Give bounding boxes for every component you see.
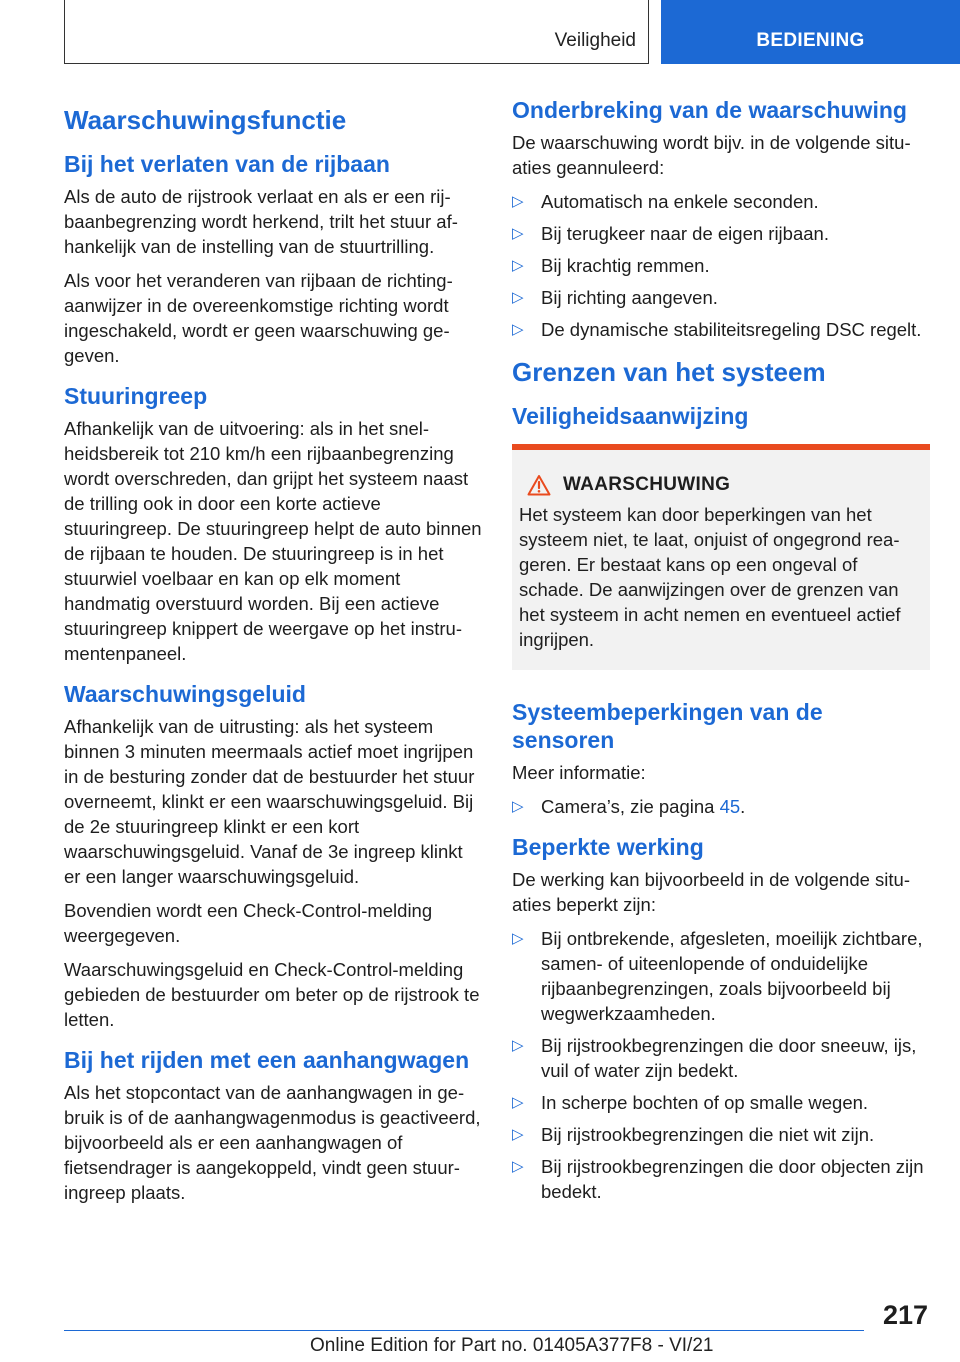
header-box [64, 0, 649, 64]
paragraph: Als voor het veranderen van rijbaan de richtingaanwijzer in de overeenkomstige richting wordt ingeschakeld, wordt er geen waarschuwing gegeven. [64, 270, 453, 366]
list-item: ▷ Bij terugkeer naar de eigen rijbaan. [512, 223, 829, 244]
paragraph: Afhankelijk van de uitvoering: als in het snelheidsbereik tot 210 km/h een rijbaanbegrenzing wordt overschreden, dan grijpt het systeem naast de trilling ook in door een korte actieve stuuringreep. De stuuringreep helpt de auto binnen de rijbaan te houden. De stuuringreep is in het stuurwiel voelbaar en kan op elk moment handmatig overstuurd worden. Bij een actieve stuuringreep knippert de weergave op het instrumentenpaneel. [64, 418, 482, 664]
page-number: 217 [882, 1300, 928, 1330]
list-item: ▷ Bij rijstrookbegrenzingen die niet wit zijn. [512, 1124, 875, 1145]
paragraph: Als de auto de rijstrook verlaat en als er een rijbaanbegrenzing wordt herkend, trilt het stuur afhankelijk van de instelling van de stuurtrilling. [64, 186, 458, 257]
list-item: ▷ Bij ontbrekende, afgesleten, moeilijk zichtbare, samen- of uiteenlopende of onduidelijke rijbaanbegrenzingen, zoals bijvoorbeeld bij wegwerkzaamheden. [512, 928, 923, 1024]
footer-divider [64, 1330, 864, 1331]
header-chapter-tab[interactable] [661, 0, 960, 64]
list-item: ▷ Bij rijstrookbegrenzingen die door sneeuw, ijs, vuil of water zijn bedekt. [512, 1035, 917, 1081]
triangle-bullet-icon: ▷ [512, 1094, 524, 1111]
heading-limited-operation: Beperkte werking [512, 834, 704, 860]
right-column [512, 96, 930, 1218]
warning-header [519, 474, 922, 496]
left-column [64, 96, 482, 1214]
heading-safety-note: Veiligheidsaanwijzing [512, 403, 749, 429]
list-item: ▷ Bij richting aangeven. [512, 287, 718, 308]
warning-text: Het systeem kan door beperkingen van het systeem niet, te laat, onjuist of ongegrond reageren. Er bestaat kans op een ongeval of schade. De aanwijzingen over de grenzen van het systeem in acht nemen en eventueel actief ingrijpen. [519, 504, 901, 650]
list-item: ▷ Bij rijstrookbegrenzingen die door objecten zijn bedekt. [512, 1156, 924, 1202]
triangle-bullet-icon: ▷ [512, 193, 524, 210]
heading-sensor-limits: Systeembeperkingen van de sensoren [512, 699, 823, 753]
warning-box [512, 444, 930, 670]
triangle-bullet-icon: ▷ [512, 798, 524, 815]
paragraph: De werking kan bijvoorbeeld in de volgende situaties beperkt zijn: [512, 869, 910, 915]
bullet-list-interruption [512, 189, 930, 342]
triangle-bullet-icon: ▷ [512, 1158, 524, 1175]
bullet-list-more-info [512, 794, 930, 819]
footer-edition: Online Edition for Part no. 01405A377F8 - VI/21 [310, 1335, 714, 1356]
header-section-label: Veiligheid [554, 30, 636, 51]
bullet-list-limited [512, 926, 930, 1204]
paragraph: Bovendien wordt een Check-Control-melding weergegeven. [64, 900, 433, 946]
header-chapter-label: BEDIENING [756, 30, 865, 51]
warning-triangle-icon [527, 474, 551, 496]
paragraph: Als het stopcontact van de aanhangwagen in gebruik is of de aanhangwagenmodus is geactiveerd, bijvoorbeeld als er een aanhangwagen of fietsendrager is aangekoppeld, vindt geen stuuringreep plaats. [64, 1082, 481, 1203]
heading-trailer: Bij het rijden met een aanhangwagen [64, 1047, 470, 1073]
triangle-bullet-icon: ▷ [512, 225, 524, 242]
list-item: ▷ Bij krachtig remmen. [512, 255, 710, 276]
list-item: ▷ In scherpe bochten of op smalle wegen. [512, 1092, 869, 1113]
paragraph: Afhankelijk van de uitrusting: als het systeem binnen 3 minuten meermaals actief moet ingrijpen in de besturing zonder dat de bestuurder het stuur overneemt, klinkt er een waarschuwingsgeluid. Bij de 2e stuuringreep klinkt er een kort waarschuwingsgeluid. Vanaf de 3e ingreep klinkt er een langer waarschuwingsgeluid. [64, 716, 475, 887]
page-link[interactable]: 45 [719, 796, 741, 817]
list-item: ▷ De dynamische stabiliteitsregeling DSC regelt. [512, 319, 922, 340]
heading-system-limits: Grenzen van het systeem [512, 357, 826, 387]
paragraph: Waarschuwingsgeluid en Check-Control-melding gebieden de bestuurder om beter op de rijstrook te letten. [64, 959, 480, 1030]
triangle-bullet-icon: ▷ [512, 321, 524, 338]
triangle-bullet-icon: ▷ [512, 1037, 524, 1054]
triangle-bullet-icon: ▷ [512, 930, 524, 947]
heading-interruption: Onderbreking van de waarschuwing [512, 97, 907, 123]
triangle-bullet-icon: ▷ [512, 289, 524, 306]
paragraph: De waarschuwing wordt bijv. in de volgende situaties geannuleerd: [512, 132, 911, 178]
warning-title: WAARSCHUWING [563, 474, 731, 495]
triangle-bullet-icon: ▷ [512, 257, 524, 274]
heading-warning-sound: Waarschuwingsgeluid [64, 681, 306, 707]
paragraph: Meer informatie: [512, 762, 646, 783]
heading-steering-intervention: Stuuringreep [64, 383, 208, 409]
heading-warning-function: Waarschuwingsfunctie [64, 105, 347, 135]
list-item: ▷ Camera’s, zie pagina 45. [512, 796, 746, 817]
list-item: ▷ Automatisch na enkele seconden. [512, 191, 819, 212]
heading-leaving-lane: Bij het verlaten van de rijbaan [64, 151, 390, 177]
triangle-bullet-icon: ▷ [512, 1126, 524, 1143]
